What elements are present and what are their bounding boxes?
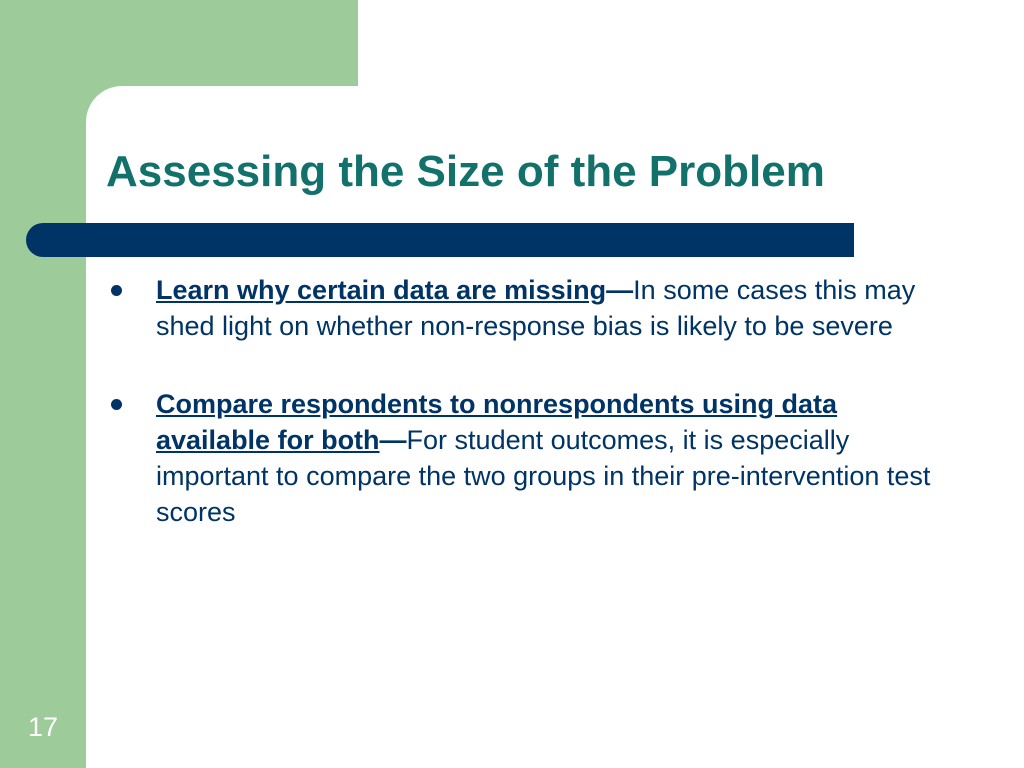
bullet-item [106, 272, 956, 344]
bullet-lead-text: Learn why certain data are missing [156, 275, 607, 305]
slide-title: Assessing the Size of the Problem [106, 147, 825, 196]
bullet-lead-text: Compare respondents to nonrespondents using data available for both [156, 389, 838, 455]
bullet-body-text: For student outcomes, it is especially important to compare the two groups in their pre-intervention test scores [156, 425, 931, 527]
title-underline-bar [26, 223, 854, 257]
slide-number: 17 [27, 712, 59, 742]
bullet-dash: — [606, 275, 634, 305]
bullet-body-text: In some cases this may shed light on whether non-response bias is likely to be severe [156, 275, 916, 341]
bullet-dash: — [379, 425, 407, 455]
bullet-list [106, 272, 956, 572]
bullet-dot-icon [111, 285, 122, 296]
bullet-item [106, 386, 956, 530]
bullet-dot-icon [111, 399, 122, 410]
